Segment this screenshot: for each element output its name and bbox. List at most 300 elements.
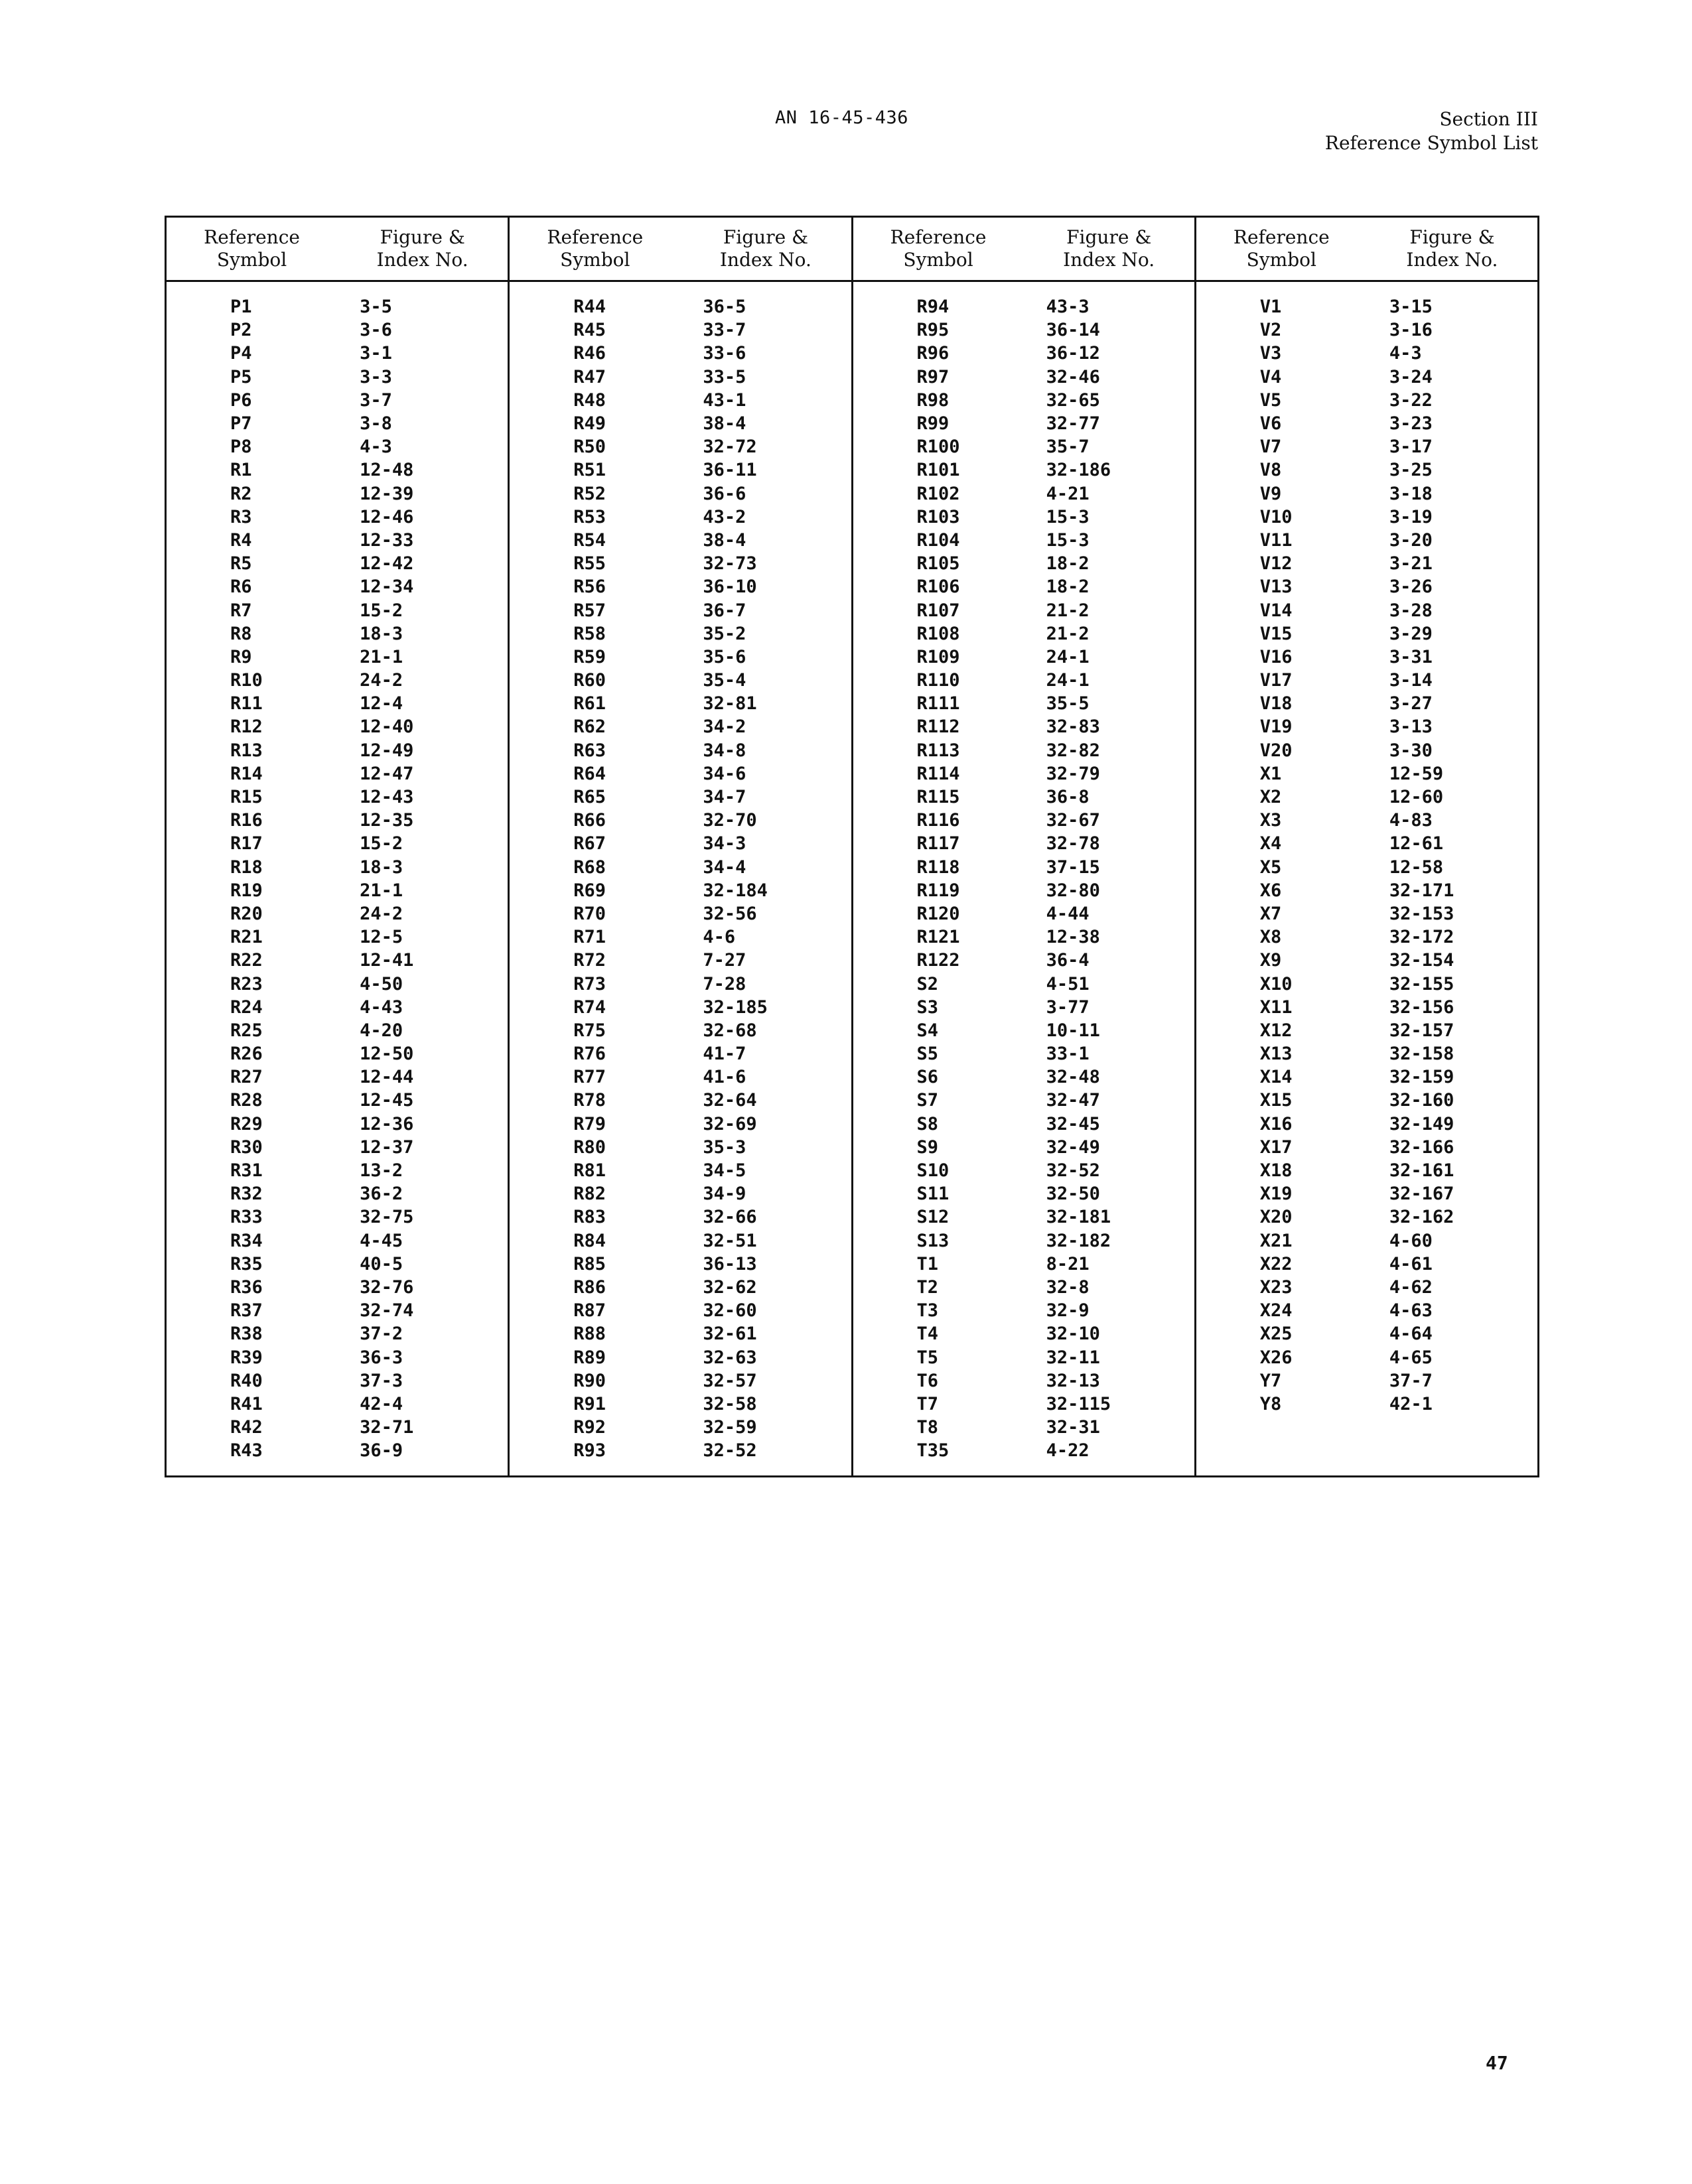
reference-symbol: Y8 <box>1259 1393 1282 1414</box>
figure-index-number: 34-9 <box>703 1184 746 1205</box>
figure-index-number: 32-65 <box>1046 389 1100 411</box>
figure-index-number: 3-14 <box>1389 670 1433 691</box>
figure-index-number: 32-167 <box>1389 1184 1454 1205</box>
reference-symbol: T4 <box>916 1324 939 1345</box>
table-row <box>1196 646 1537 669</box>
table-row <box>853 1182 1194 1205</box>
reference-symbol: R17 <box>230 833 263 854</box>
figure-index-number: 12-46 <box>360 506 414 527</box>
figure-index-number: 32-11 <box>1046 1347 1100 1368</box>
figure-index-number: 32-83 <box>1046 717 1100 738</box>
figure-index-number: 36-8 <box>1046 787 1090 808</box>
reference-symbol: X7 <box>1259 903 1282 924</box>
figure-index-number: 32-58 <box>703 1393 757 1414</box>
figure-index-number: 12-59 <box>1389 763 1444 784</box>
figure-index-number: 32-8 <box>1046 1276 1090 1298</box>
reference-symbol: R109 <box>916 646 960 667</box>
figure-index-number: 43-2 <box>703 506 746 527</box>
reference-symbol: V20 <box>1259 740 1293 761</box>
table-row <box>167 1089 508 1112</box>
reference-symbol: S10 <box>916 1160 950 1182</box>
reference-symbol: R52 <box>573 483 606 504</box>
reference-symbol: S3 <box>916 996 939 1018</box>
figure-index-number: 3-22 <box>1389 389 1433 411</box>
column-body <box>167 282 508 1462</box>
reference-symbol: R77 <box>573 1067 606 1088</box>
reference-symbol: R82 <box>573 1184 606 1205</box>
reference-symbol: R41 <box>230 1393 263 1414</box>
figure-index-number: 38-4 <box>703 529 746 551</box>
table-row <box>510 762 851 785</box>
header-line: Symbol <box>216 249 287 271</box>
table-row <box>1196 1089 1537 1112</box>
reference-symbol: R12 <box>230 717 263 738</box>
table-row <box>853 1369 1194 1393</box>
section-label: Section III <box>1439 108 1538 130</box>
table-column-group <box>1196 218 1537 1475</box>
figure-index-number: 35-4 <box>703 670 746 691</box>
table-row <box>167 715 508 738</box>
reference-symbol: R14 <box>230 763 263 784</box>
reference-symbol: R85 <box>573 1253 606 1274</box>
reference-symbol: X11 <box>1259 996 1293 1018</box>
reference-symbol: R50 <box>573 437 606 458</box>
reference-symbol: V4 <box>1259 366 1282 387</box>
table-row <box>853 458 1194 482</box>
table-row <box>853 715 1194 738</box>
table-row <box>1196 598 1537 622</box>
figure-index-header <box>680 226 851 271</box>
figure-index-number: 3-77 <box>1046 996 1090 1018</box>
figure-index-number: 4-64 <box>1389 1324 1433 1345</box>
reference-symbol: R88 <box>573 1324 606 1345</box>
reference-symbol: S12 <box>916 1207 950 1228</box>
table-row <box>167 598 508 622</box>
reference-symbol: R51 <box>573 460 606 481</box>
table-row <box>853 482 1194 506</box>
figure-index-number: 32-9 <box>1046 1300 1090 1322</box>
reference-symbol: R66 <box>573 810 606 831</box>
reference-symbol: T7 <box>916 1393 939 1414</box>
figure-index-number: 34-3 <box>703 833 746 854</box>
reference-symbol: R71 <box>573 927 606 948</box>
reference-symbol: X22 <box>1259 1253 1293 1274</box>
table-row <box>1196 342 1537 365</box>
reference-symbol: R42 <box>230 1417 263 1438</box>
table-row <box>510 529 851 552</box>
table-row <box>510 1439 851 1462</box>
reference-symbol: R7 <box>230 600 252 621</box>
figure-index-number: 32-59 <box>703 1417 757 1438</box>
table-row <box>510 1253 851 1276</box>
table-row <box>510 1369 851 1393</box>
figure-index-number: 32-80 <box>1046 880 1100 901</box>
table-row <box>1196 1253 1537 1276</box>
reference-symbol: R39 <box>230 1347 263 1368</box>
reference-symbol: R70 <box>573 903 606 924</box>
figure-index-number: 12-38 <box>1046 927 1100 948</box>
reference-symbol: R96 <box>916 343 950 364</box>
figure-index-number: 32-48 <box>1046 1067 1100 1088</box>
figure-index-number: 12-41 <box>360 950 414 971</box>
header-line: Reference <box>204 226 300 248</box>
figure-index-number: 12-48 <box>360 460 414 481</box>
reference-symbol: R119 <box>916 880 960 901</box>
table-row <box>510 1276 851 1299</box>
table-row <box>167 1322 508 1345</box>
figure-index-header <box>337 226 508 271</box>
reference-symbol: R60 <box>573 670 606 691</box>
figure-index-number: 35-5 <box>1046 693 1090 715</box>
reference-symbol: V5 <box>1259 389 1282 411</box>
figure-index-number: 32-60 <box>703 1300 757 1322</box>
figure-index-number: 12-5 <box>360 927 403 948</box>
reference-symbol: T5 <box>916 1347 939 1368</box>
figure-index-number: 36-12 <box>1046 343 1100 364</box>
table-row <box>1196 1042 1537 1065</box>
reference-symbol: R46 <box>573 343 606 364</box>
reference-symbol: S6 <box>916 1067 939 1088</box>
figure-index-number: 3-29 <box>1389 623 1433 644</box>
figure-index-number: 3-18 <box>1389 483 1433 504</box>
figure-index-number: 36-6 <box>703 483 746 504</box>
table-row <box>853 902 1194 925</box>
table-row <box>510 342 851 365</box>
reference-symbol: R74 <box>573 996 606 1018</box>
table-row <box>510 949 851 972</box>
table-row <box>1196 1322 1537 1345</box>
table-row <box>510 1136 851 1159</box>
table-row <box>510 389 851 412</box>
column-body <box>510 282 851 1462</box>
table-row <box>510 972 851 995</box>
table-row <box>1196 622 1537 646</box>
table-row <box>510 1345 851 1369</box>
figure-index-number: 32-63 <box>703 1347 757 1368</box>
reference-symbol: X9 <box>1259 950 1282 971</box>
table-row <box>167 318 508 342</box>
figure-index-number: 18-3 <box>360 623 403 644</box>
column-header <box>853 218 1194 282</box>
reference-symbol: R15 <box>230 787 263 808</box>
reference-symbol: X16 <box>1259 1113 1293 1134</box>
table-row <box>167 692 508 715</box>
figure-index-number: 3-3 <box>360 366 392 387</box>
reference-symbol: V15 <box>1259 623 1293 644</box>
table-row <box>510 458 851 482</box>
table-row <box>853 832 1194 855</box>
table-row <box>853 1276 1194 1299</box>
figure-index-number: 34-7 <box>703 787 746 808</box>
table-row <box>1196 949 1537 972</box>
table-row <box>167 506 508 529</box>
reference-symbol: X17 <box>1259 1136 1293 1158</box>
figure-index-number: 32-158 <box>1389 1044 1454 1065</box>
reference-symbol: R28 <box>230 1090 263 1111</box>
reference-symbol: T35 <box>916 1440 950 1462</box>
reference-symbol: R73 <box>573 973 606 994</box>
table-row <box>853 389 1194 412</box>
table-row <box>853 692 1194 715</box>
table-row <box>167 996 508 1019</box>
figure-index-number: 40-5 <box>360 1253 403 1274</box>
reference-symbol: R10 <box>230 670 263 691</box>
table-row <box>167 1299 508 1322</box>
figure-index-number: 32-184 <box>703 880 768 901</box>
reference-symbol: R65 <box>573 787 606 808</box>
table-row <box>167 1159 508 1182</box>
figure-index-number: 32-31 <box>1046 1417 1100 1438</box>
table-row <box>510 1229 851 1253</box>
reference-symbol: R95 <box>916 320 950 341</box>
figure-index-number: 12-47 <box>360 763 414 784</box>
figure-index-number: 32-157 <box>1389 1020 1454 1041</box>
figure-index-number: 15-2 <box>360 833 403 854</box>
table-row <box>1196 856 1537 879</box>
reference-symbol: R40 <box>230 1370 263 1391</box>
reference-symbol: P7 <box>230 413 252 435</box>
figure-index-number: 3-15 <box>1389 297 1433 318</box>
reference-symbol: R9 <box>230 646 252 667</box>
reference-symbol: R90 <box>573 1370 606 1391</box>
reference-symbol: R80 <box>573 1136 606 1158</box>
figure-index-number: 3-20 <box>1389 529 1433 551</box>
reference-symbol: R6 <box>230 577 252 598</box>
table-row <box>167 622 508 646</box>
figure-index-number: 33-7 <box>703 320 746 341</box>
table-row <box>853 552 1194 575</box>
column-header <box>1196 218 1537 282</box>
table-row <box>510 598 851 622</box>
table-row <box>167 1205 508 1229</box>
reference-symbol: V13 <box>1259 577 1293 598</box>
reference-symbol: X3 <box>1259 810 1282 831</box>
reference-symbol: X8 <box>1259 927 1282 948</box>
figure-index-number: 3-27 <box>1389 693 1433 715</box>
reference-symbol: R87 <box>573 1300 606 1322</box>
table-row <box>167 342 508 365</box>
table-row <box>1196 832 1537 855</box>
table-row <box>167 529 508 552</box>
figure-index-number: 36-3 <box>360 1347 403 1368</box>
table-row <box>1196 529 1537 552</box>
reference-symbol: T3 <box>916 1300 939 1322</box>
figure-index-number: 4-63 <box>1389 1300 1433 1322</box>
reference-symbol: X12 <box>1259 1020 1293 1041</box>
figure-index-number: 3-21 <box>1389 553 1433 575</box>
figure-index-number: 32-68 <box>703 1020 757 1041</box>
table-row <box>853 1299 1194 1322</box>
figure-index-number: 4-43 <box>360 996 403 1018</box>
reference-symbol: R91 <box>573 1393 606 1414</box>
figure-index-number: 35-6 <box>703 646 746 667</box>
reference-symbol: R16 <box>230 810 263 831</box>
figure-index-number: 36-11 <box>703 460 757 481</box>
figure-index-number: 32-45 <box>1046 1113 1100 1134</box>
table-row <box>510 1205 851 1229</box>
reference-symbol: X20 <box>1259 1207 1293 1228</box>
reference-symbol: R114 <box>916 763 960 784</box>
reference-symbol: R31 <box>230 1160 263 1182</box>
figure-index-number: 4-21 <box>1046 483 1090 504</box>
reference-symbol: P4 <box>230 343 252 364</box>
reference-symbol: V7 <box>1259 437 1282 458</box>
table-row <box>510 1019 851 1042</box>
reference-symbol: V18 <box>1259 693 1293 715</box>
reference-symbol: R13 <box>230 740 263 761</box>
figure-index-number: 32-74 <box>360 1300 414 1322</box>
reference-symbol: R29 <box>230 1113 263 1134</box>
header-line: Reference <box>1233 226 1330 248</box>
table-row <box>167 458 508 482</box>
figure-index-number: 4-20 <box>360 1020 403 1041</box>
figure-index-number: 33-1 <box>1046 1044 1090 1065</box>
figure-index-number: 12-34 <box>360 577 414 598</box>
reference-symbol: P6 <box>230 389 252 411</box>
table-row <box>1196 1393 1537 1416</box>
reference-symbol: V10 <box>1259 506 1293 527</box>
reference-symbol: P8 <box>230 437 252 458</box>
figure-index-number: 12-58 <box>1389 856 1444 878</box>
figure-index-number: 3-28 <box>1389 600 1433 621</box>
table-row <box>1196 1229 1537 1253</box>
figure-index-number: 21-2 <box>1046 600 1090 621</box>
document-number: AN 16-45-436 <box>775 107 909 128</box>
reference-symbol: R55 <box>573 553 606 575</box>
reference-symbol: R72 <box>573 950 606 971</box>
reference-symbol: X19 <box>1259 1184 1293 1205</box>
figure-index-number: 12-39 <box>360 483 414 504</box>
figure-index-number: 15-3 <box>1046 529 1090 551</box>
header-line: Index No. <box>1406 249 1498 271</box>
reference-symbol: R106 <box>916 577 960 598</box>
header-line: Symbol <box>560 249 630 271</box>
table-row <box>853 435 1194 458</box>
table-row <box>510 925 851 949</box>
header-line: Index No. <box>1063 249 1155 271</box>
table-row <box>510 1416 851 1439</box>
table-row <box>853 622 1194 646</box>
header-line: Reference <box>547 226 644 248</box>
table-row <box>1196 715 1537 738</box>
reference-symbol: R84 <box>573 1230 606 1251</box>
figure-index-header <box>1024 226 1194 271</box>
figure-index-number: 12-37 <box>360 1136 414 1158</box>
reference-symbol: R24 <box>230 996 263 1018</box>
figure-index-number: 36-2 <box>360 1184 403 1205</box>
figure-index-number: 32-160 <box>1389 1090 1454 1111</box>
header-line: Index No. <box>719 249 811 271</box>
reference-symbol-header <box>1196 226 1367 271</box>
table-row <box>853 996 1194 1019</box>
table-row <box>853 809 1194 832</box>
table-row <box>510 646 851 669</box>
reference-symbol: V17 <box>1259 670 1293 691</box>
table-row <box>167 1345 508 1369</box>
figure-index-number: 32-47 <box>1046 1090 1100 1111</box>
reference-symbol: R122 <box>916 950 960 971</box>
reference-symbol: R118 <box>916 856 960 878</box>
figure-index-number: 32-79 <box>1046 763 1100 784</box>
figure-index-number: 34-6 <box>703 763 746 784</box>
table-row <box>510 1042 851 1065</box>
figure-index-number: 4-45 <box>360 1230 403 1251</box>
table-row <box>167 435 508 458</box>
table-row <box>510 809 851 832</box>
reference-symbol: V16 <box>1259 646 1293 667</box>
reference-symbol: R78 <box>573 1090 606 1111</box>
figure-index-number: 12-61 <box>1389 833 1444 854</box>
reference-symbol: S13 <box>916 1230 950 1251</box>
figure-index-number: 32-171 <box>1389 880 1454 901</box>
table-row <box>853 1393 1194 1416</box>
reference-symbol: R5 <box>230 553 252 575</box>
table-row <box>853 669 1194 692</box>
reference-symbol: R94 <box>916 297 950 318</box>
table-row <box>1196 785 1537 809</box>
table-row <box>1196 1113 1537 1136</box>
reference-symbol: V1 <box>1259 297 1282 318</box>
table-row <box>167 949 508 972</box>
table-row <box>1196 552 1537 575</box>
table-row <box>510 622 851 646</box>
reference-symbol: R37 <box>230 1300 263 1322</box>
table-row <box>510 366 851 389</box>
table-row <box>510 1299 851 1322</box>
reference-symbol: R27 <box>230 1067 263 1088</box>
figure-index-number: 32-52 <box>1046 1160 1100 1182</box>
table-row <box>1196 1345 1537 1369</box>
reference-symbol: R86 <box>573 1276 606 1298</box>
table-row <box>510 1322 851 1345</box>
reference-symbol: R107 <box>916 600 960 621</box>
figure-index-number: 32-51 <box>703 1230 757 1251</box>
figure-index-number: 32-62 <box>703 1276 757 1298</box>
reference-symbol: R56 <box>573 577 606 598</box>
table-row <box>510 785 851 809</box>
reference-symbol: T6 <box>916 1370 939 1391</box>
table-row <box>510 1182 851 1205</box>
reference-symbol: R59 <box>573 646 606 667</box>
figure-index-number: 38-4 <box>703 413 746 435</box>
column-header <box>510 218 851 282</box>
figure-index-number: 32-52 <box>703 1440 757 1462</box>
table-row <box>510 1393 851 1416</box>
table-row <box>167 412 508 435</box>
table-row <box>1196 482 1537 506</box>
reference-symbol: R100 <box>916 437 960 458</box>
figure-index-number: 32-186 <box>1046 460 1111 481</box>
figure-index-number: 32-156 <box>1389 996 1454 1018</box>
table-row <box>167 552 508 575</box>
reference-symbol: R105 <box>916 553 960 575</box>
reference-symbol: V3 <box>1259 343 1282 364</box>
figure-index-number: 32-73 <box>703 553 757 575</box>
reference-symbol: R36 <box>230 1276 263 1298</box>
reference-symbol: R22 <box>230 950 263 971</box>
figure-index-number: 18-2 <box>1046 553 1090 575</box>
figure-index-number: 3-6 <box>360 320 392 341</box>
table-row <box>167 669 508 692</box>
figure-index-number: 4-51 <box>1046 973 1090 994</box>
figure-index-number: 10-11 <box>1046 1020 1100 1041</box>
reference-symbol: S8 <box>916 1113 939 1134</box>
figure-index-number: 4-65 <box>1389 1347 1433 1368</box>
reference-symbol: R61 <box>573 693 606 715</box>
table-row <box>167 879 508 902</box>
reference-symbol: R2 <box>230 483 252 504</box>
reference-symbol: R110 <box>916 670 960 691</box>
